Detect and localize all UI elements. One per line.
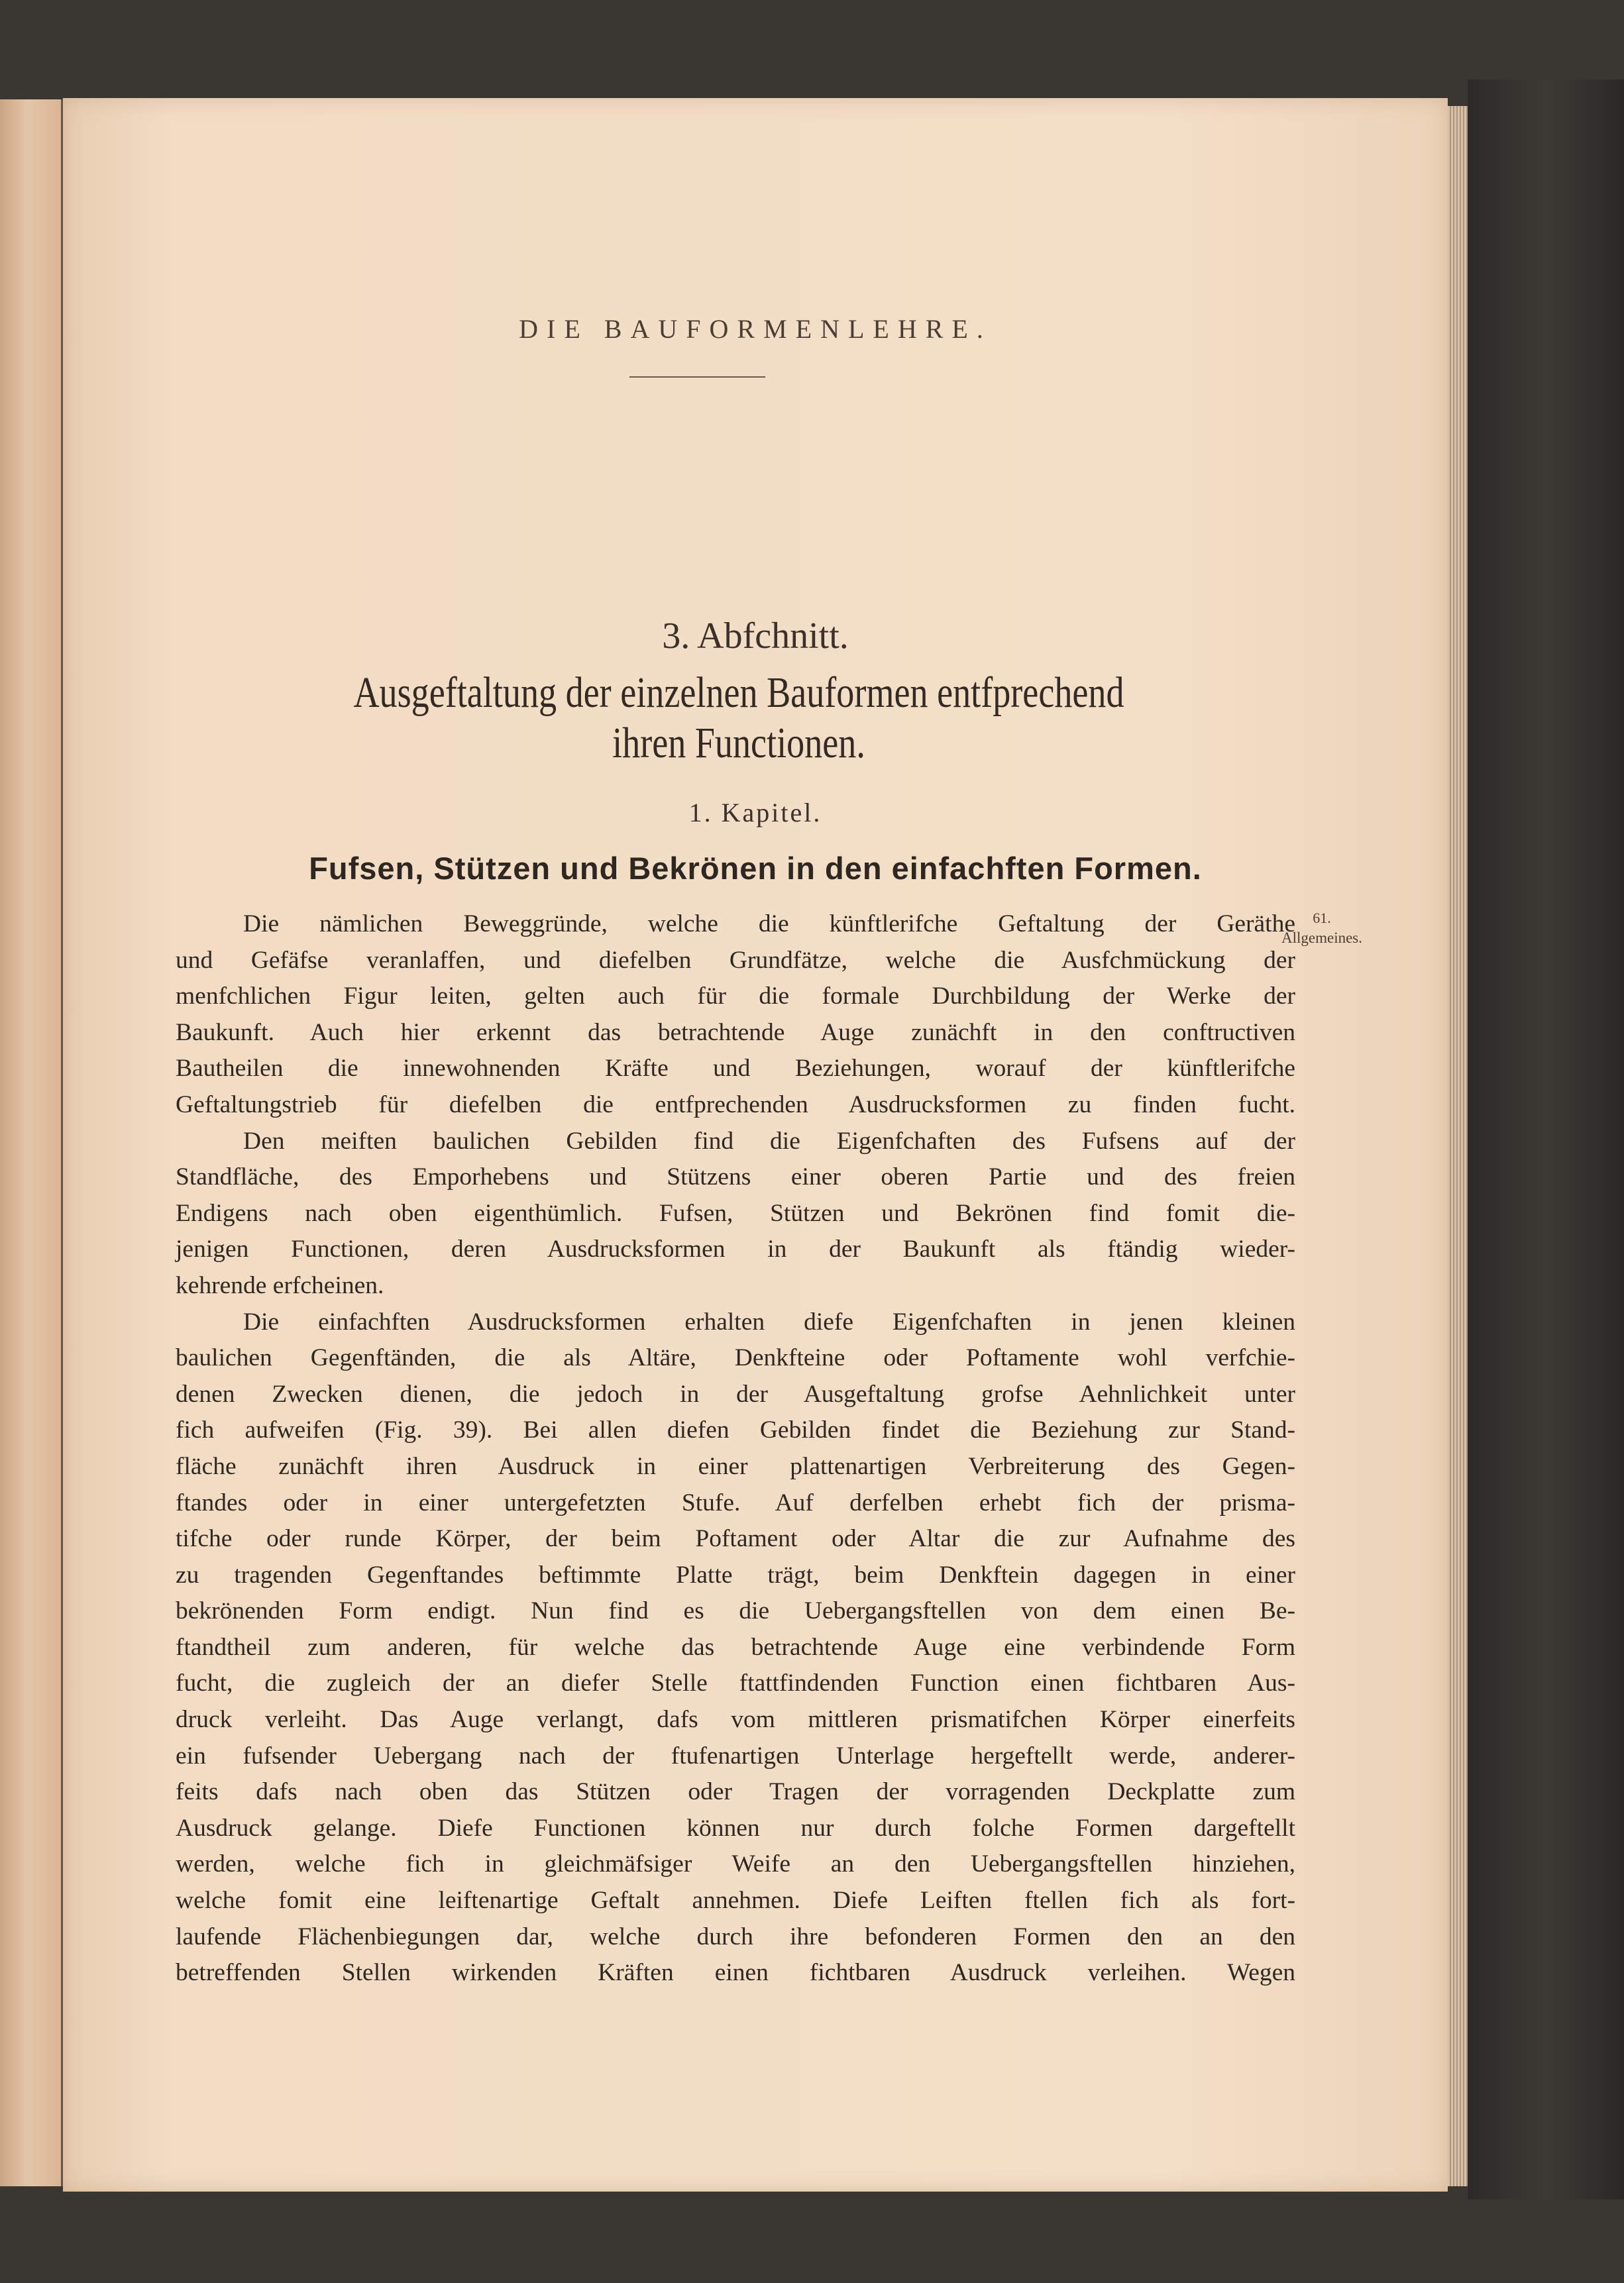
section-title-line: ihren Functionen. (612, 719, 865, 767)
text-line: ein fufsender Uebergang nach der ftufenartigen Unterlage hergeftellt werde, anderer- (176, 1742, 1295, 1770)
text-line: Die einfachften Ausdrucksformen erhalten diefe Eigenfchaften in jenen kleinen (243, 1308, 1295, 1336)
text-line: denen Zwecken dienen, die jedoch in der Ausgeftaltung grofse Aehnlichkeit unter (176, 1380, 1295, 1408)
margin-label: Allgemeines. (1281, 929, 1362, 946)
text-line: Baukunft. Auch hier erkennt das betrachtende Auge zunächft in den conftructiven (176, 1018, 1295, 1046)
head-rule (629, 376, 765, 378)
text-line: jenigen Functionen, deren Ausdrucksformen in der Baukunft als ftändig wieder- (176, 1236, 1295, 1263)
text-line: Geftaltungstrieb für diefelben die entfprechenden Ausdrucksformen zu finden fucht. (176, 1090, 1295, 1118)
text-line: Den meiften baulichen Gebilden find die Eigenfchaften des Fufsens auf der (243, 1127, 1295, 1155)
section-title (272, 668, 1206, 769)
text-line: Bautheilen die innewohnenden Kräfte und Beziehungen, worauf der künftlerifche (176, 1055, 1295, 1083)
text-line: bekrönenden Form endigt. Nun find es die Uebergangsftellen von dem einen Be- (176, 1597, 1295, 1625)
text-line: Standfläche, des Emporhebens und Stützens einer oberen Partie und des freien (176, 1163, 1295, 1191)
text-line: und Gefäfse veranlaffen, und diefelben Grundfätze, welche die Ausfchmückung der (176, 946, 1295, 974)
text-line: tifche oder runde Körper, der beim Poftament oder Altar die zur Aufnahme des (176, 1525, 1295, 1553)
chapter-title: Fufsen, Stützen und Bekrönen in den einfachften Formen. (309, 851, 1202, 886)
text-line: fucht, die zugleich der an diefer Stelle ftattfindenden Function einen fichtbaren Aus- (176, 1670, 1295, 1697)
text-line: baulichen Gegenftänden, die als Altäre, Denkfteine oder Poftamente wohl verfchie- (176, 1344, 1295, 1372)
text-line: welche fomit eine leiftenartige Geftalt annehmen. Diefe Leiften ftellen fich als fort- (176, 1887, 1295, 1915)
section-number: 3. Abfchnitt. (662, 615, 849, 657)
text-line: ftandtheil zum anderen, für welche das betrachtende Auge eine verbindende Form (176, 1633, 1295, 1661)
section-title-line: Ausgeftaltung der einzelnen Bauformen entfprechend (353, 668, 1124, 717)
text-line: fich aufweifen (Fig. 39). Bei allen diefen Gebilden findet die Beziehung zur Stand- (176, 1416, 1295, 1444)
text-line: feits dafs nach oben das Stützen oder Tragen der vorragenden Deckplatte zum (176, 1778, 1295, 1806)
chapter-number: 1. Kapitel. (688, 798, 822, 827)
margin-paragraph-number: 61. (1313, 910, 1331, 926)
text-line: fläche zunächft ihren Ausdruck in einer plattenartigen Verbreiterung des Gegen- (176, 1452, 1295, 1480)
book-cover (1468, 80, 1624, 2200)
book-page (63, 98, 1448, 2192)
text-line: druck verleiht. Das Auge verlangt, dafs vom mittleren prismatifchen Körper einerfeits (176, 1706, 1295, 1734)
text-line: kehrende erfcheinen. (176, 1271, 384, 1299)
text-line: betreffenden Stellen wirkenden Kräften einen fichtbaren Ausdruck verleihen. Wegen (176, 1959, 1295, 1987)
left-page-edge (0, 99, 63, 2186)
running-head: DIE BAUFORMENLEHRE. (519, 314, 992, 344)
text-line: werden, welche fich in gleichmäfsiger Weife an den Uebergangsftellen hinziehen, (176, 1850, 1295, 1878)
text-line: laufende Flächenbiegungen dar, welche durch ihre befonderen Formen den an den (176, 1923, 1295, 1950)
text-line: menfchlichen Figur leiten, gelten auch für die formale Durchbildung der Werke der (176, 982, 1295, 1010)
text-line: Ausdruck gelange. Diefe Functionen können nur durch folche Formen dargeftellt (176, 1814, 1295, 1842)
page-edges (1448, 106, 1468, 2186)
text-line: Endigens nach oben eigenthümlich. Fufsen, Stützen und Bekrönen find fomit die- (176, 1199, 1295, 1227)
text-line: ftandes oder in einer untergefetzten Stufe. Auf derfelben erhebt fich der prisma- (176, 1489, 1295, 1516)
text-line: zu tragenden Gegenftandes beftimmte Platte trägt, beim Denkftein dagegen in einer (176, 1561, 1295, 1589)
text-line: Die nämlichen Beweggründe, welche die künftlerifche Geftaltung der Geräthe (243, 910, 1295, 937)
body-text (176, 906, 1295, 1991)
